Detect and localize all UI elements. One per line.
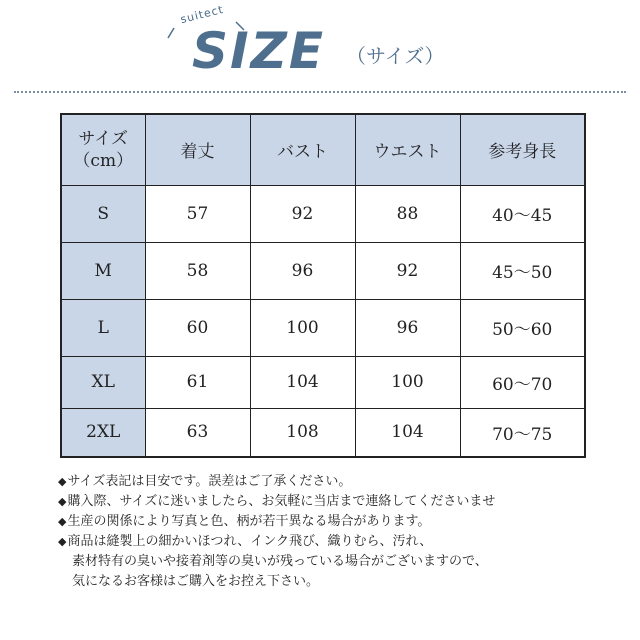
table-cell: 104	[250, 356, 355, 408]
size-subtitle: （サイズ）	[346, 44, 445, 68]
table-cell: 96	[355, 299, 460, 356]
table-cell: 100	[355, 356, 460, 408]
table-row	[61, 408, 585, 457]
table-cell: 92	[355, 242, 460, 299]
table-cell: 60～70	[460, 356, 585, 408]
note-item	[58, 472, 628, 492]
diamond-bullet-icon: ◆	[58, 515, 67, 528]
table-cell: 63	[145, 408, 250, 457]
table-row	[61, 299, 585, 356]
note-item	[58, 532, 628, 552]
size-label-cell: S	[61, 185, 145, 242]
diamond-bullet-icon: ◆	[58, 475, 67, 488]
header	[0, 0, 640, 90]
note-text: 生産の関係により写真と色、柄が若干異なる場合があります。	[67, 514, 431, 529]
table-cell: 104	[355, 408, 460, 457]
table-cell: 92	[250, 185, 355, 242]
header-cell-size-line2: （cm）	[73, 150, 134, 171]
size-table-body	[61, 114, 585, 457]
notes	[58, 472, 628, 592]
size-label-cell: 2XL	[61, 408, 145, 457]
table-row	[61, 356, 585, 408]
table-cell: 61	[145, 356, 250, 408]
table-cell: 88	[355, 185, 460, 242]
note-continuation: 気になるお客様はご購入をお控え下さい。	[72, 574, 320, 589]
table-cell: 100	[250, 299, 355, 356]
header-cell-size-line1: サイズ	[78, 128, 129, 149]
header-cell-height: 参考身長	[460, 114, 585, 185]
table-cell: 70～75	[460, 408, 585, 457]
size-title: SIZE	[192, 22, 326, 80]
note-text: サイズ表記は目安です。誤差はご了承ください。	[67, 474, 352, 489]
note-text: 購入際、サイズに迷いましたら、お気軽に当店まで連絡してくださいませ	[67, 494, 496, 509]
table-cell: 108	[250, 408, 355, 457]
note-item	[58, 492, 628, 512]
note-continuation: 素材特有の臭いや接着剤等の臭いが残っている場合がございますので、	[72, 554, 488, 569]
table-header-row	[61, 114, 585, 185]
header-cell-length: 着丈	[145, 114, 250, 185]
note-text: 商品は縫製上の細かいほつれ、インク飛び、織りむら、汚れ、	[67, 534, 433, 549]
note-item	[58, 512, 628, 532]
size-label-cell: XL	[61, 356, 145, 408]
table-cell: 57	[145, 185, 250, 242]
header-cell-bust: バスト	[250, 114, 355, 185]
diamond-bullet-icon: ◆	[58, 495, 67, 508]
table-row	[61, 185, 585, 242]
size-label-cell: L	[61, 299, 145, 356]
table-cell: 50～60	[460, 299, 585, 356]
table-row	[61, 242, 585, 299]
header-cell-waist: ウエスト	[355, 114, 460, 185]
table-cell: 60	[145, 299, 250, 356]
header-cell-size	[61, 114, 145, 185]
table-cell: 45～50	[460, 242, 585, 299]
table-cell: 58	[145, 242, 250, 299]
brand-name: suitect	[179, 2, 226, 27]
diamond-bullet-icon: ◆	[58, 535, 67, 548]
size-label-cell: M	[61, 242, 145, 299]
dotted-divider	[14, 91, 626, 93]
size-table	[60, 113, 586, 458]
table-cell: 96	[250, 242, 355, 299]
table-cell: 40～45	[460, 185, 585, 242]
